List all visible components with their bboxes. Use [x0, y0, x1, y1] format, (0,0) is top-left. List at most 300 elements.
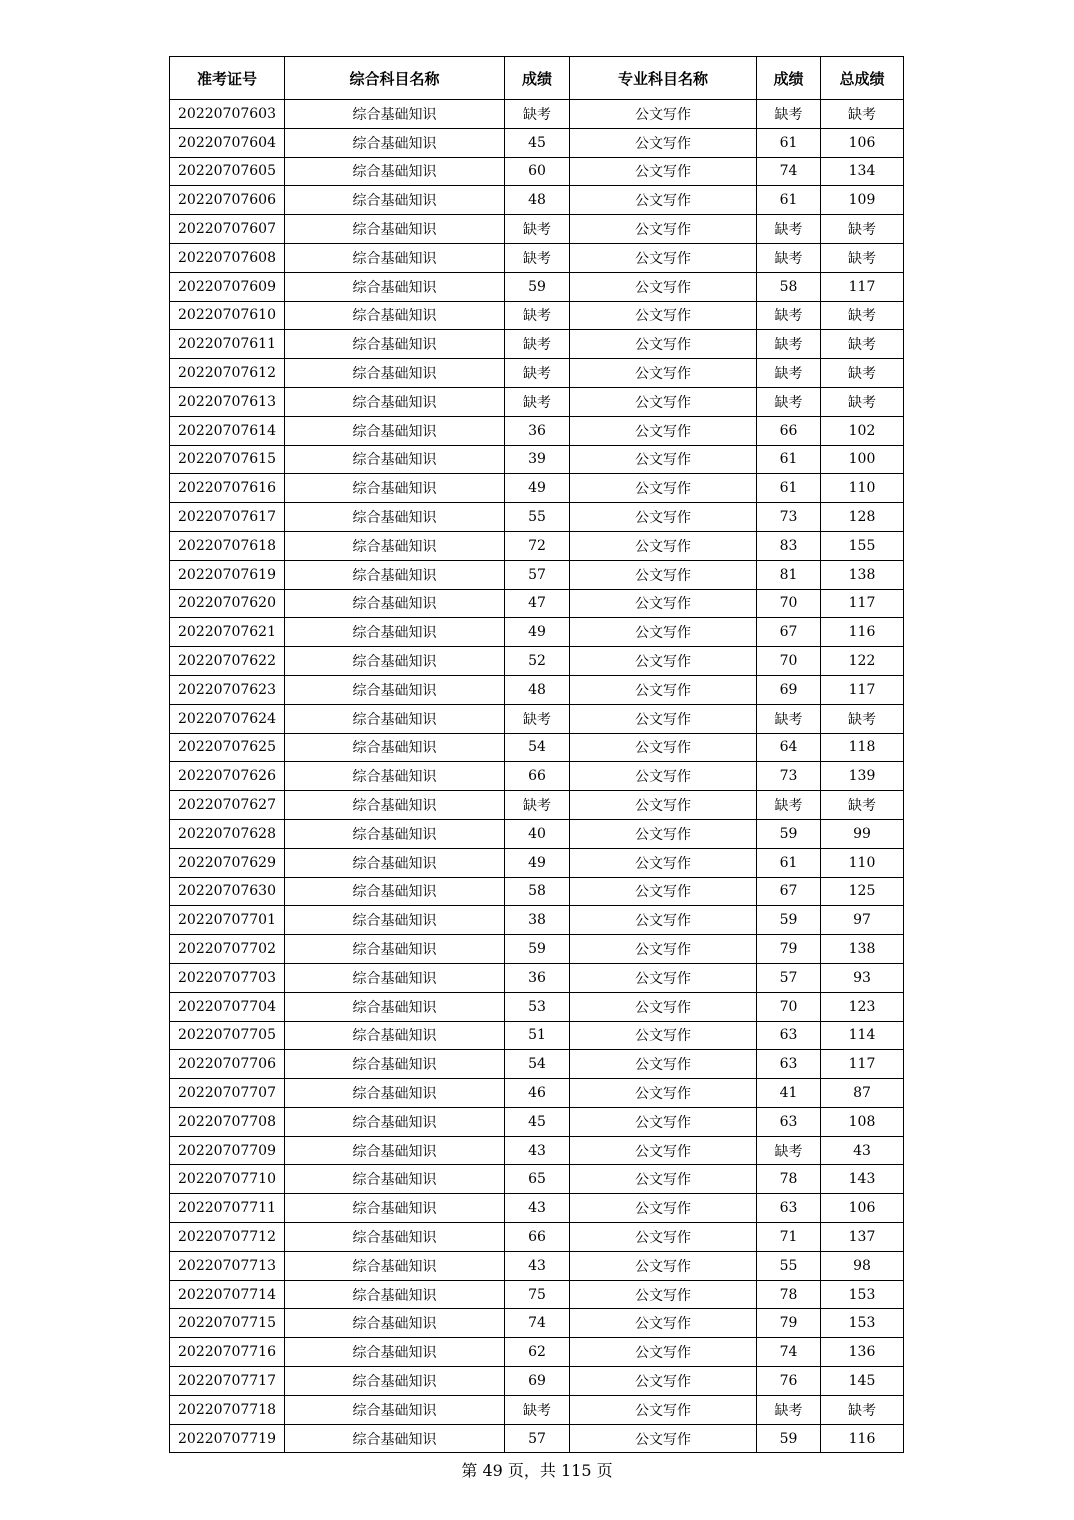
major-score-cell: 缺考 — [757, 330, 821, 359]
exam-id-cell: 20220707703 — [170, 963, 285, 992]
general-subject-cell: 综合基础知识 — [285, 243, 505, 272]
major-score-cell: 73 — [757, 503, 821, 532]
exam-id-cell: 20220707718 — [170, 1395, 285, 1424]
total-score-cell: 98 — [821, 1251, 904, 1280]
exam-id-cell: 20220707713 — [170, 1251, 285, 1280]
major-score-cell: 79 — [757, 935, 821, 964]
general-subject-cell: 综合基础知识 — [285, 877, 505, 906]
total-score-cell: 134 — [821, 157, 904, 186]
major-score-cell: 缺考 — [757, 387, 821, 416]
table-row — [170, 906, 904, 935]
table-row — [170, 1079, 904, 1108]
table-row — [170, 935, 904, 964]
general-subject-cell: 综合基础知识 — [285, 1309, 505, 1338]
major-score-cell: 58 — [757, 272, 821, 301]
general-subject-cell: 综合基础知识 — [285, 387, 505, 416]
general-subject-cell: 综合基础知识 — [285, 848, 505, 877]
general-score-cell: 43 — [505, 1136, 570, 1165]
major-subject-cell: 公文写作 — [570, 877, 757, 906]
major-subject-cell: 公文写作 — [570, 215, 757, 244]
exam-id-cell: 20220707618 — [170, 531, 285, 560]
table-row — [170, 647, 904, 676]
general-subject-cell: 综合基础知识 — [285, 186, 505, 215]
table-body — [170, 100, 904, 1453]
general-score-cell: 缺考 — [505, 100, 570, 129]
exam-id-cell: 20220707610 — [170, 301, 285, 330]
exam-id-cell: 20220707707 — [170, 1079, 285, 1108]
major-score-cell: 79 — [757, 1309, 821, 1338]
table-row — [170, 301, 904, 330]
general-score-cell: 59 — [505, 272, 570, 301]
table-row — [170, 186, 904, 215]
total-score-cell: 139 — [821, 762, 904, 791]
general-score-cell: 缺考 — [505, 243, 570, 272]
table-row — [170, 215, 904, 244]
general-subject-cell: 综合基础知识 — [285, 1136, 505, 1165]
general-score-cell: 45 — [505, 128, 570, 157]
general-subject-cell: 综合基础知识 — [285, 1107, 505, 1136]
general-score-cell: 60 — [505, 157, 570, 186]
general-subject-cell: 综合基础知识 — [285, 416, 505, 445]
table-row — [170, 100, 904, 129]
total-score-cell: 93 — [821, 963, 904, 992]
general-score-cell: 49 — [505, 618, 570, 647]
major-score-cell: 61 — [757, 445, 821, 474]
major-subject-cell: 公文写作 — [570, 301, 757, 330]
major-score-cell: 63 — [757, 1050, 821, 1079]
exam-id-cell: 20220707711 — [170, 1194, 285, 1223]
major-score-cell: 61 — [757, 128, 821, 157]
general-score-cell: 39 — [505, 445, 570, 474]
total-score-cell: 99 — [821, 819, 904, 848]
general-subject-cell: 综合基础知识 — [285, 1424, 505, 1453]
major-subject-cell: 公文写作 — [570, 935, 757, 964]
total-score-cell: 137 — [821, 1223, 904, 1252]
major-score-cell: 63 — [757, 1107, 821, 1136]
exam-id-cell: 20220707625 — [170, 733, 285, 762]
general-subject-cell: 综合基础知识 — [285, 1280, 505, 1309]
header-total-score: 总成绩 — [821, 57, 904, 100]
total-score-cell: 125 — [821, 877, 904, 906]
general-score-cell: 47 — [505, 589, 570, 618]
table-row — [170, 762, 904, 791]
general-subject-cell: 综合基础知识 — [285, 647, 505, 676]
table-row — [170, 1395, 904, 1424]
total-score-cell: 缺考 — [821, 215, 904, 244]
major-subject-cell: 公文写作 — [570, 589, 757, 618]
major-score-cell: 78 — [757, 1280, 821, 1309]
table-row — [170, 675, 904, 704]
major-subject-cell: 公文写作 — [570, 1107, 757, 1136]
general-subject-cell: 综合基础知识 — [285, 128, 505, 157]
exam-id-cell: 20220707715 — [170, 1309, 285, 1338]
table-row — [170, 963, 904, 992]
major-subject-cell: 公文写作 — [570, 791, 757, 820]
major-score-cell: 70 — [757, 589, 821, 618]
major-subject-cell: 公文写作 — [570, 503, 757, 532]
general-subject-cell: 综合基础知识 — [285, 1395, 505, 1424]
major-subject-cell: 公文写作 — [570, 647, 757, 676]
major-subject-cell: 公文写作 — [570, 243, 757, 272]
major-score-cell: 缺考 — [757, 301, 821, 330]
general-subject-cell: 综合基础知识 — [285, 1223, 505, 1252]
general-score-cell: 36 — [505, 963, 570, 992]
general-score-cell: 66 — [505, 762, 570, 791]
major-score-cell: 缺考 — [757, 359, 821, 388]
major-score-cell: 78 — [757, 1165, 821, 1194]
major-score-cell: 缺考 — [757, 215, 821, 244]
table-row — [170, 992, 904, 1021]
general-subject-cell: 综合基础知识 — [285, 215, 505, 244]
table-row — [170, 848, 904, 877]
general-score-cell: 缺考 — [505, 1395, 570, 1424]
major-subject-cell: 公文写作 — [570, 675, 757, 704]
exam-id-cell: 20220707608 — [170, 243, 285, 272]
exam-id-cell: 20220707717 — [170, 1367, 285, 1396]
major-score-cell: 缺考 — [757, 791, 821, 820]
general-score-cell: 75 — [505, 1280, 570, 1309]
total-score-cell: 97 — [821, 906, 904, 935]
general-subject-cell: 综合基础知识 — [285, 589, 505, 618]
major-score-cell: 61 — [757, 186, 821, 215]
general-subject-cell: 综合基础知识 — [285, 100, 505, 129]
major-score-cell: 63 — [757, 1194, 821, 1223]
table-row — [170, 1367, 904, 1396]
general-score-cell: 55 — [505, 503, 570, 532]
general-subject-cell: 综合基础知识 — [285, 1079, 505, 1108]
general-score-cell: 58 — [505, 877, 570, 906]
major-subject-cell: 公文写作 — [570, 330, 757, 359]
general-subject-cell: 综合基础知识 — [285, 791, 505, 820]
exam-id-cell: 20220707606 — [170, 186, 285, 215]
general-subject-cell: 综合基础知识 — [285, 330, 505, 359]
general-subject-cell: 综合基础知识 — [285, 992, 505, 1021]
table-row — [170, 1424, 904, 1453]
general-subject-cell: 综合基础知识 — [285, 445, 505, 474]
general-subject-cell: 综合基础知识 — [285, 1165, 505, 1194]
major-score-cell: 67 — [757, 877, 821, 906]
exam-id-cell: 20220707609 — [170, 272, 285, 301]
exam-id-cell: 20220707604 — [170, 128, 285, 157]
table-row — [170, 1165, 904, 1194]
total-score-cell: 118 — [821, 733, 904, 762]
general-subject-cell: 综合基础知识 — [285, 503, 505, 532]
major-score-cell: 83 — [757, 531, 821, 560]
total-score-cell: 缺考 — [821, 791, 904, 820]
table-row — [170, 157, 904, 186]
general-score-cell: 51 — [505, 1021, 570, 1050]
table-row — [170, 387, 904, 416]
total-score-cell: 缺考 — [821, 301, 904, 330]
table-row — [170, 128, 904, 157]
table-row — [170, 359, 904, 388]
major-subject-cell: 公文写作 — [570, 474, 757, 503]
total-score-cell: 缺考 — [821, 359, 904, 388]
exam-id-cell: 20220707616 — [170, 474, 285, 503]
general-subject-cell: 综合基础知识 — [285, 560, 505, 589]
major-subject-cell: 公文写作 — [570, 157, 757, 186]
major-subject-cell: 公文写作 — [570, 1050, 757, 1079]
general-score-cell: 40 — [505, 819, 570, 848]
exam-id-cell: 20220707708 — [170, 1107, 285, 1136]
exam-id-cell: 20220707628 — [170, 819, 285, 848]
total-score-cell: 117 — [821, 1050, 904, 1079]
major-subject-cell: 公文写作 — [570, 1280, 757, 1309]
table-row — [170, 445, 904, 474]
table-row — [170, 474, 904, 503]
major-subject-cell: 公文写作 — [570, 848, 757, 877]
general-subject-cell: 综合基础知识 — [285, 1050, 505, 1079]
total-score-cell: 缺考 — [821, 330, 904, 359]
table-row — [170, 704, 904, 733]
general-subject-cell: 综合基础知识 — [285, 157, 505, 186]
table-row — [170, 618, 904, 647]
total-score-cell: 136 — [821, 1338, 904, 1367]
major-score-cell: 59 — [757, 906, 821, 935]
major-score-cell: 57 — [757, 963, 821, 992]
general-score-cell: 54 — [505, 1050, 570, 1079]
total-score-cell: 145 — [821, 1367, 904, 1396]
general-score-cell: 43 — [505, 1194, 570, 1223]
total-score-cell: 155 — [821, 531, 904, 560]
total-score-cell: 138 — [821, 560, 904, 589]
exam-id-cell: 20220707716 — [170, 1338, 285, 1367]
total-score-cell: 缺考 — [821, 387, 904, 416]
major-score-cell: 73 — [757, 762, 821, 791]
table-row — [170, 1194, 904, 1223]
table-row — [170, 1021, 904, 1050]
table-row — [170, 272, 904, 301]
major-subject-cell: 公文写作 — [570, 387, 757, 416]
exam-id-cell: 20220707629 — [170, 848, 285, 877]
total-score-cell: 106 — [821, 128, 904, 157]
general-score-cell: 缺考 — [505, 359, 570, 388]
table-row — [170, 503, 904, 532]
general-score-cell: 65 — [505, 1165, 570, 1194]
major-score-cell: 81 — [757, 560, 821, 589]
general-subject-cell: 综合基础知识 — [285, 272, 505, 301]
table-row — [170, 1050, 904, 1079]
general-subject-cell: 综合基础知识 — [285, 1367, 505, 1396]
header-major-score: 成绩 — [757, 57, 821, 100]
general-subject-cell: 综合基础知识 — [285, 1021, 505, 1050]
major-subject-cell: 公文写作 — [570, 100, 757, 129]
major-subject-cell: 公文写作 — [570, 762, 757, 791]
exam-id-cell: 20220707615 — [170, 445, 285, 474]
major-score-cell: 63 — [757, 1021, 821, 1050]
major-subject-cell: 公文写作 — [570, 1165, 757, 1194]
table-row — [170, 1107, 904, 1136]
total-score-cell: 缺考 — [821, 1395, 904, 1424]
general-score-cell: 48 — [505, 675, 570, 704]
total-score-cell: 106 — [821, 1194, 904, 1223]
major-subject-cell: 公文写作 — [570, 1251, 757, 1280]
general-score-cell: 46 — [505, 1079, 570, 1108]
general-score-cell: 72 — [505, 531, 570, 560]
header-major-subject: 专业科目名称 — [570, 57, 757, 100]
major-subject-cell: 公文写作 — [570, 1367, 757, 1396]
general-score-cell: 49 — [505, 848, 570, 877]
general-subject-cell: 综合基础知识 — [285, 359, 505, 388]
exam-id-cell: 20220707603 — [170, 100, 285, 129]
major-score-cell: 59 — [757, 819, 821, 848]
exam-id-cell: 20220707622 — [170, 647, 285, 676]
general-score-cell: 53 — [505, 992, 570, 1021]
general-subject-cell: 综合基础知识 — [285, 762, 505, 791]
major-subject-cell: 公文写作 — [570, 1309, 757, 1338]
major-subject-cell: 公文写作 — [570, 1136, 757, 1165]
table-row — [170, 733, 904, 762]
general-score-cell: 48 — [505, 186, 570, 215]
total-score-cell: 153 — [821, 1280, 904, 1309]
table-row — [170, 1338, 904, 1367]
total-score-cell: 110 — [821, 848, 904, 877]
major-subject-cell: 公文写作 — [570, 531, 757, 560]
exam-id-cell: 20220707704 — [170, 992, 285, 1021]
exam-id-cell: 20220707607 — [170, 215, 285, 244]
table-row — [170, 877, 904, 906]
table-row — [170, 819, 904, 848]
exam-id-cell: 20220707701 — [170, 906, 285, 935]
general-subject-cell: 综合基础知识 — [285, 906, 505, 935]
major-subject-cell: 公文写作 — [570, 128, 757, 157]
major-score-cell: 70 — [757, 992, 821, 1021]
major-subject-cell: 公文写作 — [570, 906, 757, 935]
total-score-cell: 102 — [821, 416, 904, 445]
page-footer: 第 49 页，共 115 页 — [461, 1461, 613, 1480]
exam-id-cell: 20220707710 — [170, 1165, 285, 1194]
total-score-cell: 110 — [821, 474, 904, 503]
table-row — [170, 1223, 904, 1252]
major-score-cell: 76 — [757, 1367, 821, 1396]
major-subject-cell: 公文写作 — [570, 992, 757, 1021]
general-score-cell: 38 — [505, 906, 570, 935]
table-header — [170, 57, 904, 100]
total-score-cell: 143 — [821, 1165, 904, 1194]
total-score-cell: 100 — [821, 445, 904, 474]
header-general-subject: 综合科目名称 — [285, 57, 505, 100]
table-row — [170, 243, 904, 272]
table-row — [170, 791, 904, 820]
major-subject-cell: 公文写作 — [570, 560, 757, 589]
total-score-cell: 缺考 — [821, 704, 904, 733]
score-table — [169, 56, 904, 1453]
exam-id-cell: 20220707709 — [170, 1136, 285, 1165]
general-subject-cell: 综合基础知识 — [285, 704, 505, 733]
major-score-cell: 70 — [757, 647, 821, 676]
general-score-cell: 43 — [505, 1251, 570, 1280]
major-score-cell: 74 — [757, 1338, 821, 1367]
exam-id-cell: 20220707613 — [170, 387, 285, 416]
general-score-cell: 74 — [505, 1309, 570, 1338]
general-subject-cell: 综合基础知识 — [285, 675, 505, 704]
major-score-cell: 74 — [757, 157, 821, 186]
table-row — [170, 416, 904, 445]
major-subject-cell: 公文写作 — [570, 733, 757, 762]
table-row — [170, 1136, 904, 1165]
major-subject-cell: 公文写作 — [570, 963, 757, 992]
major-subject-cell: 公文写作 — [570, 1223, 757, 1252]
general-score-cell: 49 — [505, 474, 570, 503]
table-row — [170, 330, 904, 359]
general-score-cell: 54 — [505, 733, 570, 762]
major-score-cell: 61 — [757, 474, 821, 503]
total-score-cell: 109 — [821, 186, 904, 215]
major-subject-cell: 公文写作 — [570, 445, 757, 474]
exam-id-cell: 20220707614 — [170, 416, 285, 445]
major-subject-cell: 公文写作 — [570, 416, 757, 445]
exam-id-cell: 20220707714 — [170, 1280, 285, 1309]
major-subject-cell: 公文写作 — [570, 1194, 757, 1223]
major-subject-cell: 公文写作 — [570, 272, 757, 301]
exam-id-cell: 20220707605 — [170, 157, 285, 186]
total-score-cell: 123 — [821, 992, 904, 1021]
major-score-cell: 64 — [757, 733, 821, 762]
total-score-cell: 117 — [821, 272, 904, 301]
exam-id-cell: 20220707623 — [170, 675, 285, 704]
general-subject-cell: 综合基础知识 — [285, 935, 505, 964]
major-subject-cell: 公文写作 — [570, 819, 757, 848]
general-score-cell: 57 — [505, 560, 570, 589]
total-score-cell: 116 — [821, 1424, 904, 1453]
total-score-cell: 87 — [821, 1079, 904, 1108]
major-subject-cell: 公文写作 — [570, 1338, 757, 1367]
total-score-cell: 43 — [821, 1136, 904, 1165]
exam-id-cell: 20220707719 — [170, 1424, 285, 1453]
major-score-cell: 55 — [757, 1251, 821, 1280]
exam-id-cell: 20220707626 — [170, 762, 285, 791]
table-row — [170, 560, 904, 589]
major-score-cell: 缺考 — [757, 704, 821, 733]
major-score-cell: 41 — [757, 1079, 821, 1108]
major-subject-cell: 公文写作 — [570, 1424, 757, 1453]
general-score-cell: 缺考 — [505, 387, 570, 416]
exam-id-cell: 20220707627 — [170, 791, 285, 820]
major-subject-cell: 公文写作 — [570, 1395, 757, 1424]
general-score-cell: 62 — [505, 1338, 570, 1367]
general-score-cell: 59 — [505, 935, 570, 964]
exam-id-cell: 20220707624 — [170, 704, 285, 733]
major-score-cell: 缺考 — [757, 1395, 821, 1424]
general-subject-cell: 综合基础知识 — [285, 1338, 505, 1367]
exam-id-cell: 20220707619 — [170, 560, 285, 589]
general-subject-cell: 综合基础知识 — [285, 301, 505, 330]
total-score-cell: 缺考 — [821, 100, 904, 129]
general-score-cell: 缺考 — [505, 791, 570, 820]
general-score-cell: 缺考 — [505, 215, 570, 244]
exam-id-cell: 20220707612 — [170, 359, 285, 388]
general-score-cell: 36 — [505, 416, 570, 445]
total-score-cell: 116 — [821, 618, 904, 647]
general-subject-cell: 综合基础知识 — [285, 1194, 505, 1223]
major-subject-cell: 公文写作 — [570, 186, 757, 215]
exam-id-cell: 20220707620 — [170, 589, 285, 618]
general-score-cell: 52 — [505, 647, 570, 676]
exam-id-cell: 20220707630 — [170, 877, 285, 906]
total-score-cell: 122 — [821, 647, 904, 676]
table-row — [170, 1251, 904, 1280]
general-score-cell: 45 — [505, 1107, 570, 1136]
major-score-cell: 67 — [757, 618, 821, 647]
general-score-cell: 57 — [505, 1424, 570, 1453]
major-score-cell: 缺考 — [757, 243, 821, 272]
general-subject-cell: 综合基础知识 — [285, 819, 505, 848]
table-row — [170, 1280, 904, 1309]
exam-id-cell: 20220707712 — [170, 1223, 285, 1252]
major-subject-cell: 公文写作 — [570, 359, 757, 388]
table-row — [170, 1309, 904, 1338]
major-subject-cell: 公文写作 — [570, 704, 757, 733]
